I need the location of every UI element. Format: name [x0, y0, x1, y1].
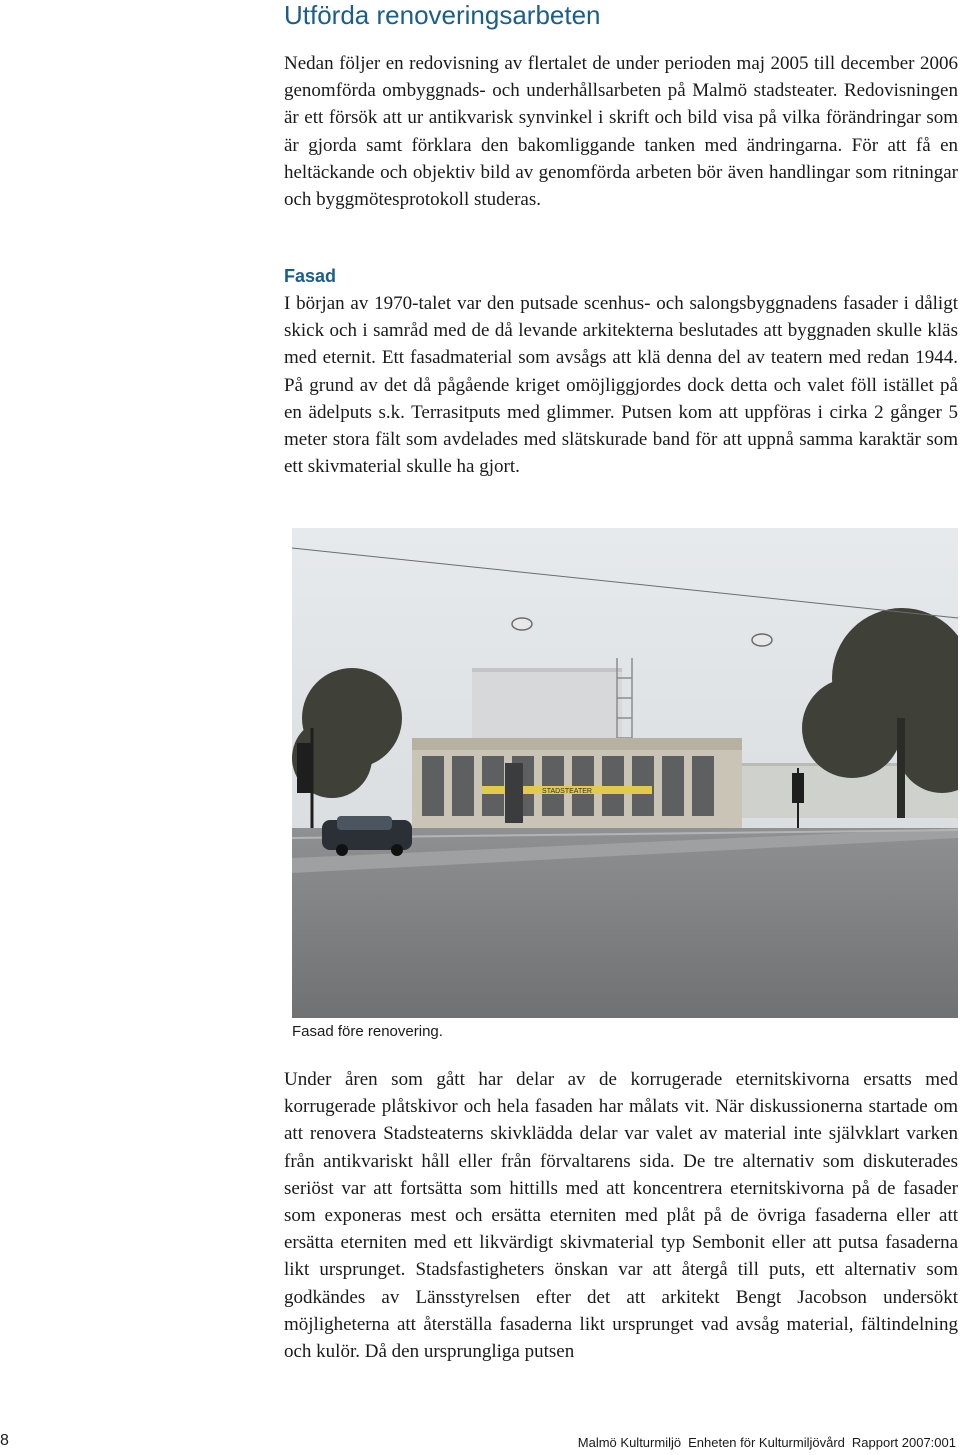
- footer-publisher: Malmö Kulturmiljö: [577, 1435, 682, 1450]
- intro-paragraph: Nedan följer en redovisning av flertalet de under perioden maj 2005 till december 2006 genomförda ombyggnads- och underhållsarbeten på Malmö stadsteater. Redovisningen är ett försök att ur antikvarisk synvinkel i skrift och bild visa på vilka förändringar som är gjorda samt förklara den bakomliggande tanken med ändringarna. För att få en heltäckande och objektiv bild av genomförda arbeten bör även handlingar som ritningar och byggmötesprotokoll studeras.: [284, 53, 958, 211]
- footer-report: Rapport 2007:001: [851, 1435, 956, 1450]
- facade-paragraph: I början av 1970-talet var den putsade scenhus- och salongsbyggnadens fasader i dåligt skick och i samråd med de då levande arkitekterna beslutades att byggnaden skulle kläs med eternit. Ett fasadmaterial som avsågs att klä denna del av teatern med redan 1944. På grund av det då pågående kriget omöjliggjordes dock detta och valet föll istället på en ädelputs s.k. Terrasitputs med glimmer. Putsen kom att uppföras i cirka 2 gånger 5 meter stora fält som avdelades med slätskurade band för att uppnå samma karaktär som ett skivmaterial skulle ha gjort.: [284, 293, 958, 478]
- facade-photo: [292, 528, 958, 1018]
- theatre-sign-text: STADSTEATER: [542, 788, 592, 795]
- section-heading: Fasad: [284, 266, 337, 286]
- page-title: Utförda renoveringsarbeten: [284, 0, 601, 30]
- page-footer: [571, 1434, 956, 1452]
- continuation-paragraph: Under åren som gått har delar av de korrugerade eternitskivorna ersatts med korrugerade plåtskivor och hela fasaden har målats vit. När diskussionerna startade om att renovera Stadsteaterns skivklädda delar var valet av material inte självklart varken från antikvariskt håll eller från förvaltarens sida. De tre alternativ som diskuterades seriöst var att fortsätta som hittills med att koncentrera eternitskivorna på de fasader som exponeras mest och ersätta eterniten med plåt på de övriga fasaderna eller att ersätta eterniten med ett likvärdigt skivmaterial typ Sembonit eller att putsa fasaderna likt ursprunget. Stadsfastigheters önskan var att återgå till puts, ett alternativ som godkändes av Länsstyrelsen efter det att arkitekt Bengt Jacobson undersökt möjligheterna att återställa fasaderna likt ursprunget vad avsåg material, fältindelning och kulör. Då den ursprungliga putsen: [284, 1069, 958, 1363]
- footer-unit: Enheten för Kulturmiljövård: [688, 1435, 845, 1450]
- page-number: 8: [0, 1432, 9, 1449]
- figure-caption: Fasad före renovering.: [292, 1023, 443, 1040]
